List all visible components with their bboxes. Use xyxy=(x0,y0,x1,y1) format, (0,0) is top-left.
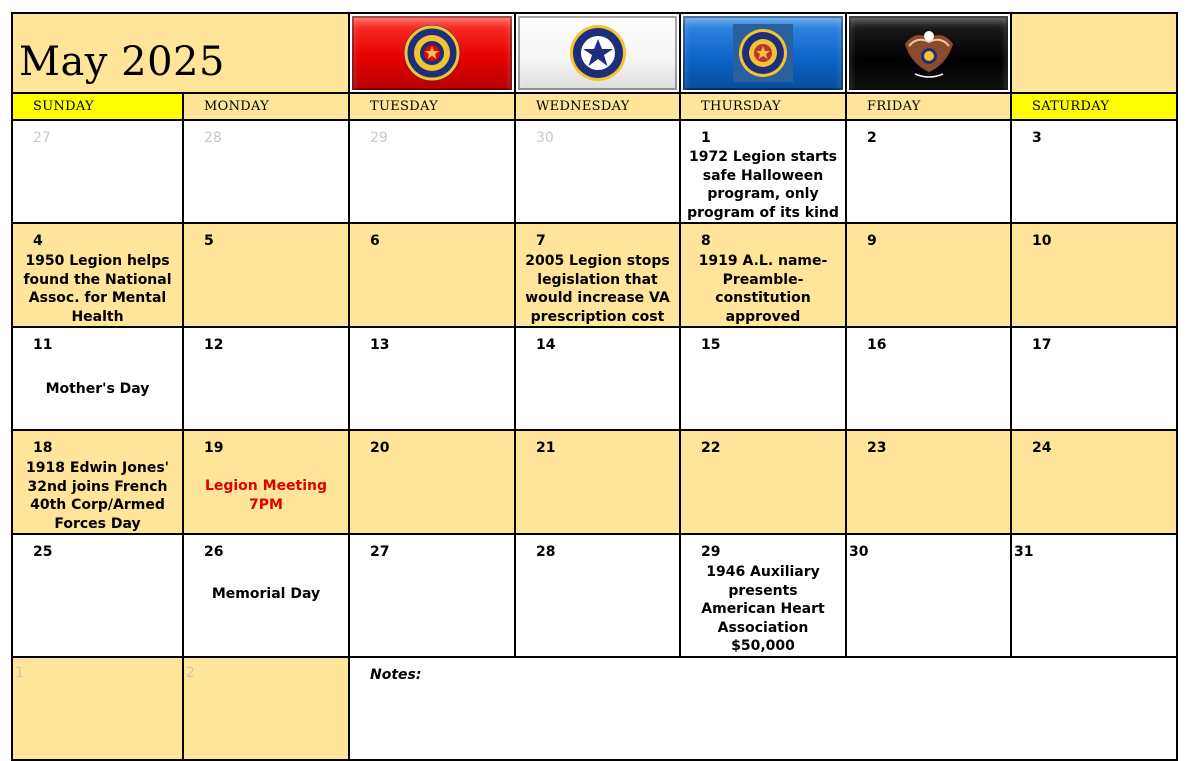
american-legion-emblem-icon xyxy=(398,22,466,84)
day-cell[interactable] xyxy=(515,534,680,657)
day-cell[interactable] xyxy=(680,120,846,223)
day-cell[interactable] xyxy=(183,327,349,430)
day-number: 24 xyxy=(1032,440,1052,456)
day-number: 31 xyxy=(1014,544,1034,560)
day-cell[interactable] xyxy=(349,534,515,657)
day-number: 22 xyxy=(701,440,721,456)
day-number: 7 xyxy=(536,233,546,249)
day-cell[interactable] xyxy=(846,327,1011,430)
day-number: 3 xyxy=(1032,130,1042,146)
day-number: 2 xyxy=(867,130,877,146)
weekday-tuesday: TUESDAY xyxy=(349,93,515,120)
day-number: 4 xyxy=(33,233,43,249)
day-cell[interactable] xyxy=(680,327,846,430)
day-number: 2 xyxy=(186,664,195,681)
day-number: 23 xyxy=(867,440,887,456)
day-cell[interactable] xyxy=(349,327,515,430)
day-number: 29 xyxy=(370,130,388,146)
day-cell[interactable] xyxy=(183,223,349,327)
day-cell[interactable] xyxy=(1011,534,1177,657)
day-cell[interactable] xyxy=(1011,327,1177,430)
day-cell[interactable] xyxy=(12,430,183,534)
day-cell[interactable] xyxy=(349,120,515,223)
day-number: 15 xyxy=(701,337,721,353)
day-number: 30 xyxy=(849,544,869,560)
day-number: 11 xyxy=(33,337,53,353)
day-number: 10 xyxy=(1032,233,1052,249)
day-cell[interactable] xyxy=(846,534,1011,657)
day-number: 6 xyxy=(370,233,380,249)
day-number: 16 xyxy=(867,337,887,353)
day-number: 28 xyxy=(536,544,556,560)
day-cell[interactable] xyxy=(183,534,349,657)
day-number: 1 xyxy=(15,664,24,681)
day-cell[interactable] xyxy=(846,120,1011,223)
day-cell[interactable] xyxy=(515,327,680,430)
day-cell[interactable] xyxy=(183,657,349,760)
day-number: 9 xyxy=(867,233,877,249)
day-event: 1918 Edwin Jones' 32nd joins French 40th Corp/Armed Forces Day xyxy=(26,460,169,532)
day-cell[interactable] xyxy=(349,223,515,327)
title-spacer-cell xyxy=(1011,13,1177,93)
day-number: 17 xyxy=(1032,337,1052,353)
day-event: 1972 Legion starts safe Halloween program, only program of its kind xyxy=(687,149,839,221)
notes-label: Notes: xyxy=(370,666,422,683)
day-number: 1 xyxy=(701,130,711,146)
day-cell[interactable] xyxy=(680,534,846,657)
weekday-thursday: THURSDAY xyxy=(680,93,846,120)
day-cell[interactable] xyxy=(1011,430,1177,534)
calendar-title: May 2025 xyxy=(19,39,225,85)
legion-riders-emblem-icon xyxy=(895,22,963,84)
day-number: 19 xyxy=(204,440,224,456)
weekday-wednesday: WEDNESDAY xyxy=(515,93,680,120)
auxiliary-emblem-icon xyxy=(564,22,632,84)
day-cell[interactable] xyxy=(680,223,846,327)
day-cell[interactable] xyxy=(12,327,183,430)
weekday-friday: FRIDAY xyxy=(846,93,1011,120)
day-number: 30 xyxy=(536,130,554,146)
day-cell[interactable] xyxy=(12,534,183,657)
day-event: 1950 Legion helps found the National Assoc. for Mental Health xyxy=(23,253,172,325)
banner-auxiliary xyxy=(515,13,680,93)
day-cell[interactable] xyxy=(183,430,349,534)
day-cell[interactable] xyxy=(515,223,680,327)
weekday-sunday: SUNDAY xyxy=(12,93,183,120)
day-number: 26 xyxy=(204,544,224,560)
day-number: 20 xyxy=(370,440,390,456)
weekday-monday: MONDAY xyxy=(183,93,349,120)
day-event: 1946 Auxiliary presents American Heart Association $50,000 xyxy=(701,564,825,654)
day-number: 28 xyxy=(204,130,222,146)
day-number: 21 xyxy=(536,440,556,456)
day-event: Mother's Day xyxy=(45,381,150,397)
day-number: 29 xyxy=(701,544,721,560)
day-cell[interactable] xyxy=(515,430,680,534)
day-event: 2005 Legion stops legislation that would increase VA prescription cost xyxy=(525,253,670,325)
day-number: 13 xyxy=(370,337,390,353)
day-cell[interactable] xyxy=(846,223,1011,327)
calendar-title-cell xyxy=(12,13,349,93)
day-number: 14 xyxy=(536,337,556,353)
day-number: 18 xyxy=(33,440,53,456)
may-2025-calendar xyxy=(11,12,1178,761)
day-number: 27 xyxy=(33,130,51,146)
day-number: 5 xyxy=(204,233,214,249)
notes-area[interactable] xyxy=(349,657,1177,760)
sons-of-legion-emblem-icon xyxy=(729,22,797,84)
day-cell[interactable] xyxy=(12,223,183,327)
day-event: 1919 A.L. name-Preamble-constitution approved xyxy=(698,253,828,325)
day-cell[interactable] xyxy=(1011,223,1177,327)
day-event: Memorial Day xyxy=(211,586,321,602)
banner-sons-of-legion xyxy=(680,13,846,93)
day-number: 8 xyxy=(701,233,711,249)
day-number: 27 xyxy=(370,544,390,560)
day-number: 25 xyxy=(33,544,53,560)
day-cell[interactable] xyxy=(183,120,349,223)
day-number: 12 xyxy=(204,337,224,353)
day-cell[interactable] xyxy=(12,120,183,223)
day-cell[interactable] xyxy=(349,430,515,534)
weekday-saturday: SATURDAY xyxy=(1011,93,1177,120)
day-cell[interactable] xyxy=(1011,120,1177,223)
day-cell[interactable] xyxy=(515,120,680,223)
day-cell[interactable] xyxy=(680,430,846,534)
day-cell[interactable] xyxy=(12,657,183,760)
banner-american-legion xyxy=(349,13,515,93)
banner-legion-riders xyxy=(846,13,1011,93)
legion-meeting-event: Legion Meeting 7PM xyxy=(204,478,328,513)
day-cell[interactable] xyxy=(846,430,1011,534)
